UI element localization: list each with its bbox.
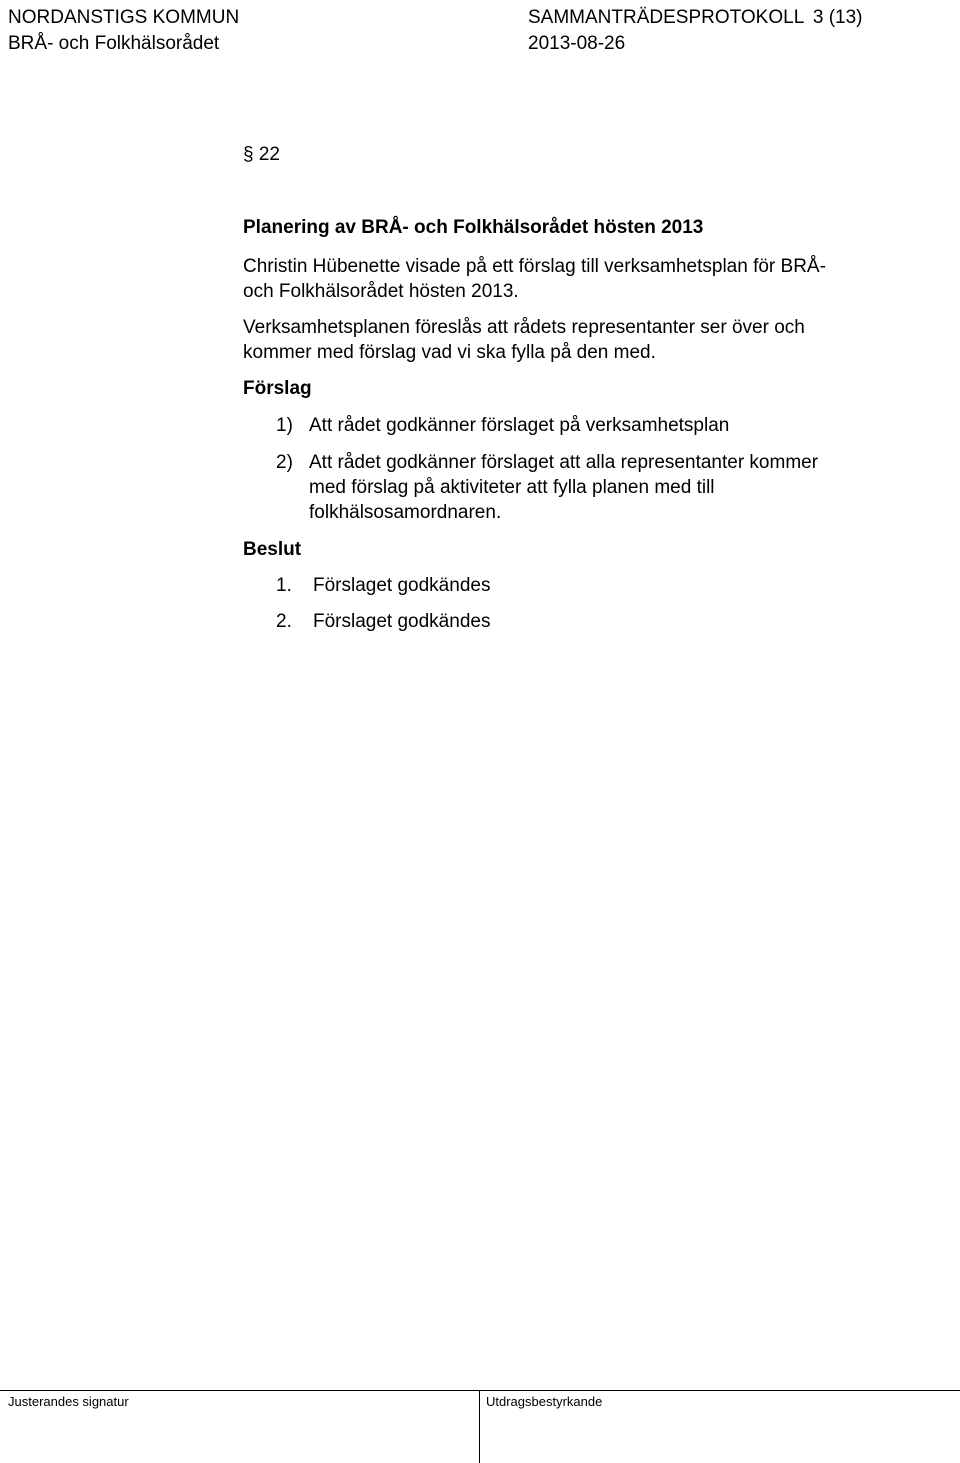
proposal-item-text: med förslag på aktiviteter att fylla planen med till <box>309 477 715 498</box>
footer-signature-label: Justerandes signatur <box>8 1394 129 1409</box>
decision-heading: Beslut <box>243 539 302 560</box>
decision-item-text: Förslaget godkändes <box>313 575 491 596</box>
proposal-item-text: folkhälsosamordnaren. <box>309 502 502 523</box>
footer-certification-label: Utdragsbestyrkande <box>486 1394 603 1409</box>
decision-item-number: 1. <box>276 575 292 596</box>
intro-line: och Folkhälsorådet hösten 2013. <box>243 281 519 302</box>
paragraph-number: § 22 <box>243 144 280 165</box>
section-title: Planering av BRÅ- och Folkhälsorådet hösten 2013 <box>243 217 704 238</box>
header-org: NORDANSTIGS KOMMUN <box>8 7 240 28</box>
header-page-number: 3 (13) <box>812 7 863 28</box>
footer-divider <box>479 1390 480 1463</box>
intro-line: Verksamhetsplanen föreslås att rådets representanter ser över och <box>243 317 805 338</box>
header-doc-type <box>528 6 862 30</box>
header-date: 2013-08-26 <box>528 33 626 54</box>
intro-line: kommer med förslag vad vi ska fylla på den med. <box>243 342 656 363</box>
header-committee: BRÅ- och Folkhälsorådet <box>8 33 220 54</box>
intro-line: Christin Hübenette visade på ett förslag till verksamhetsplan för BRÅ- <box>243 256 826 277</box>
proposal-item-text: Att rådet godkänner förslaget på verksamhetsplan <box>309 415 730 436</box>
decision-item-text: Förslaget godkändes <box>313 611 491 632</box>
header-doc-type-label: SAMMANTRÄDESPROTOKOLL <box>528 7 804 28</box>
proposal-heading: Förslag <box>243 378 312 399</box>
proposal-item-number: 2) <box>276 452 293 473</box>
footer-rule <box>0 1390 960 1391</box>
proposal-item-number: 1) <box>276 415 293 436</box>
proposal-item-text: Att rådet godkänner förslaget att alla representanter kommer <box>309 452 819 473</box>
decision-item-number: 2. <box>276 611 292 632</box>
